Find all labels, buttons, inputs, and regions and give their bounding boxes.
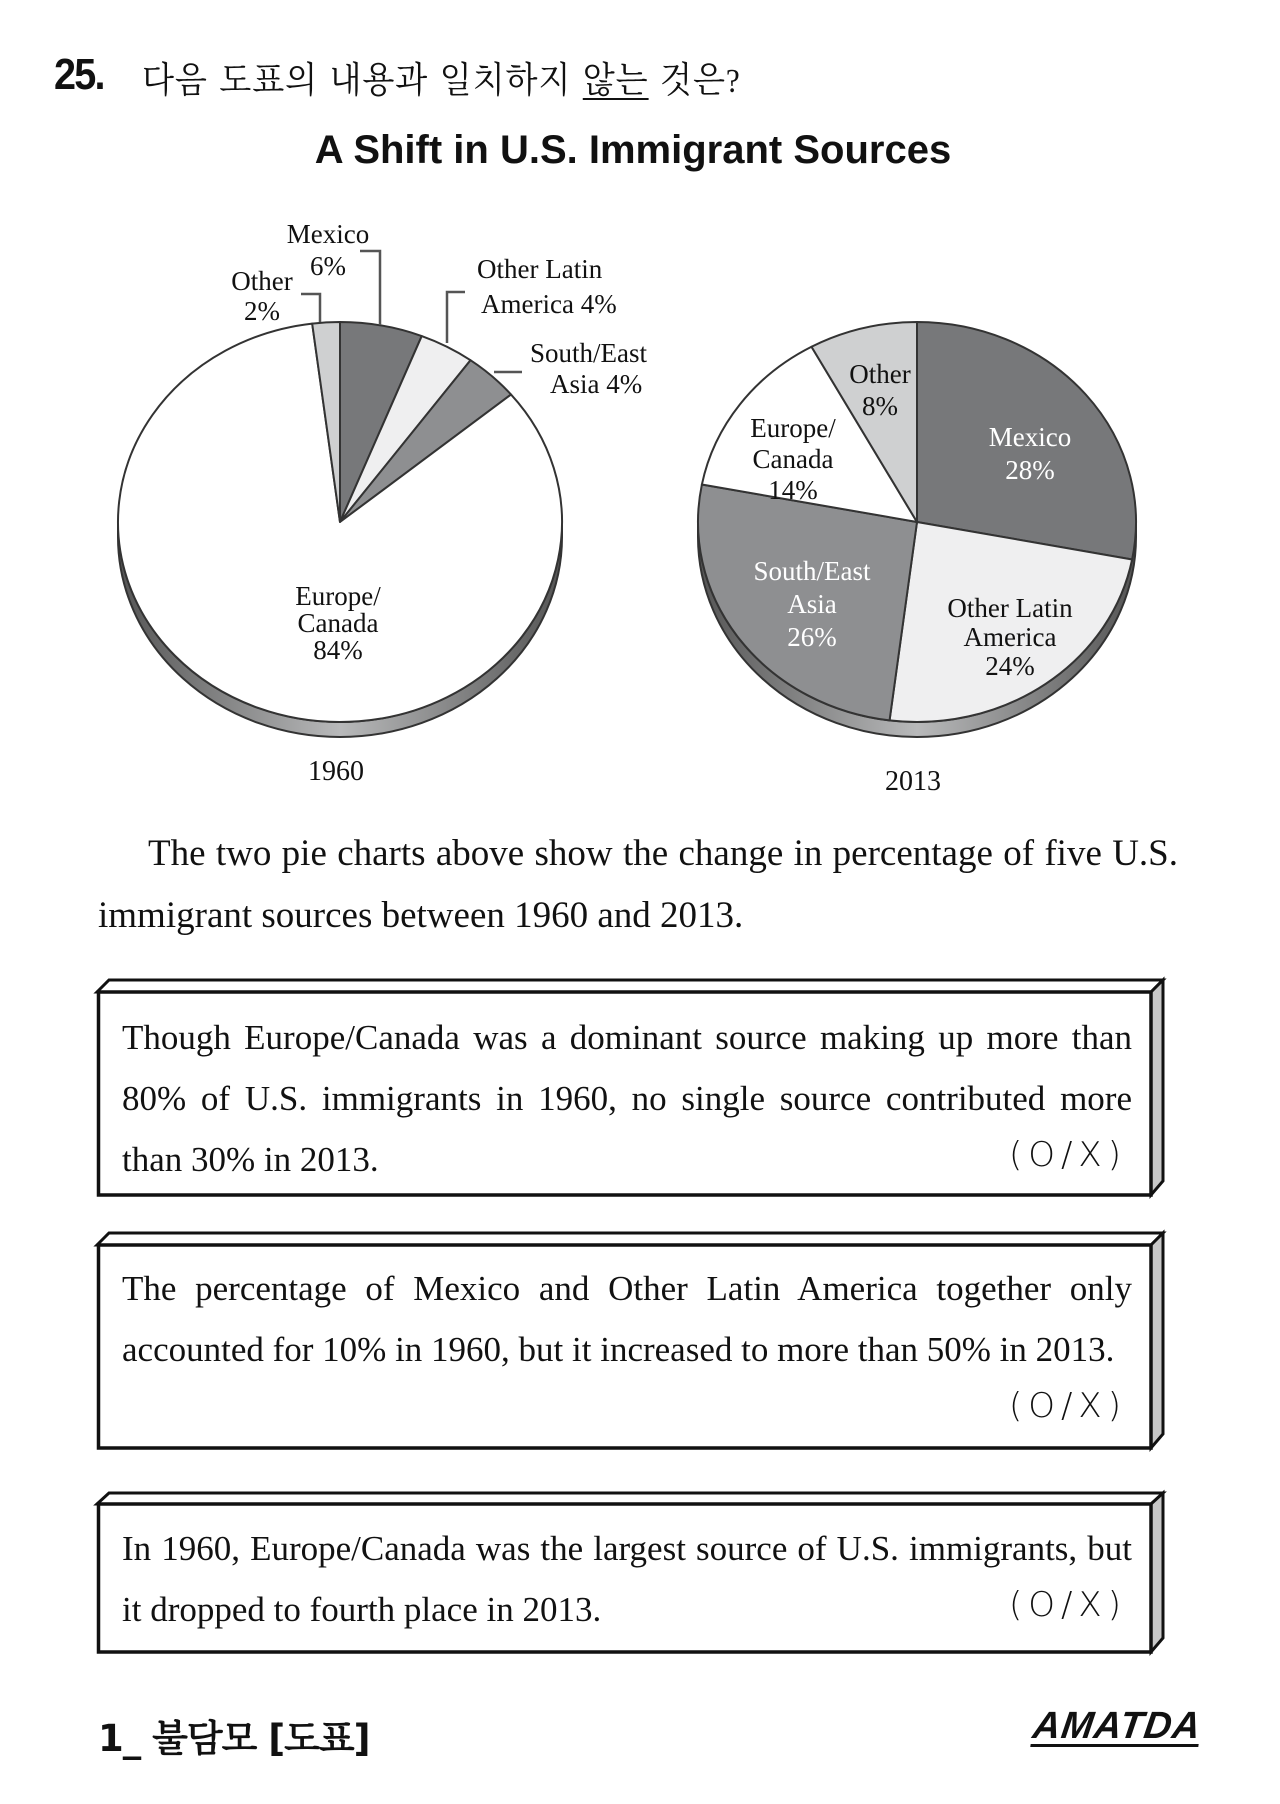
slice-label-other: Other 8% bbox=[849, 359, 911, 421]
statement-text: In 1960, Europe/Canada was the largest source of U.S. immigrants, but it dropped to fourth place in 2013. bbox=[122, 1529, 1132, 1629]
slice-label-mexico: Mexico 6% bbox=[286, 219, 370, 281]
footer-page-label: 1_ 불담모 [도표] bbox=[98, 1717, 370, 1760]
question-text-before: 다음 도표의 내용과 일치하지 bbox=[142, 60, 583, 101]
answer-prompt[interactable]: (O/X) bbox=[1008, 1135, 1127, 1175]
question-number: 25. bbox=[54, 50, 104, 99]
pie-chart-1960 bbox=[118, 219, 648, 787]
slice-label-south-east-asia: South/East Asia 4% bbox=[530, 338, 648, 399]
statement-box-1 bbox=[97, 979, 1163, 1197]
answer-prompt[interactable]: (O/X) bbox=[1008, 1585, 1127, 1625]
leader-line-other bbox=[301, 294, 320, 322]
slice-label-mexico: Mexico 28% bbox=[988, 422, 1072, 485]
leader-line-mexico bbox=[360, 251, 380, 325]
statement-box-2 bbox=[97, 1232, 1163, 1450]
statement-text: The percentage of Mexico and Other Latin America together only accounted for 10% in 1960, but it increased to more than 50% in 2013. bbox=[122, 1269, 1132, 1369]
brand-logo: AMATDA bbox=[1030, 1705, 1204, 1747]
pie-chart-2013 bbox=[698, 322, 1136, 797]
statement-box-3 bbox=[97, 1492, 1163, 1654]
pie-charts bbox=[0, 0, 1280, 800]
slice-label-south-east-asia: South/East Asia 26% bbox=[753, 556, 871, 652]
slice-label-other: Other 2% bbox=[231, 266, 293, 326]
answer-prompt[interactable]: (O/X) bbox=[1008, 1386, 1127, 1426]
slice-label-europe-canada: Europe/ Canada 14% bbox=[750, 413, 836, 505]
slice-label-other-latin-america: Other Latin America 24% bbox=[947, 593, 1073, 681]
year-label: 1960 bbox=[308, 756, 364, 787]
chart-title: A Shift in U.S. Immigrant Sources bbox=[314, 128, 952, 172]
intro-paragraph: The two pie charts above show the change in percentage of five U.S. immigrant sources between 1960 and 2013. bbox=[98, 833, 1178, 936]
question-text-underlined: 않는 bbox=[582, 60, 649, 101]
slice-label-europe-canada: Europe/ Canada 84% bbox=[295, 581, 381, 665]
leader-line-other-latin-america bbox=[447, 292, 465, 343]
question-text-after: 것은 bbox=[648, 60, 726, 101]
statement-text: Though Europe/Canada was a dominant source making up more than 80% of U.S. immigrants in 1960, no single source contributed more than 30% in 2013. bbox=[122, 1018, 1132, 1179]
year-label: 2013 bbox=[885, 766, 941, 797]
question-mark: ? bbox=[725, 63, 741, 100]
slice-label-other-latin-america: Other Latin America 4% bbox=[477, 254, 617, 319]
